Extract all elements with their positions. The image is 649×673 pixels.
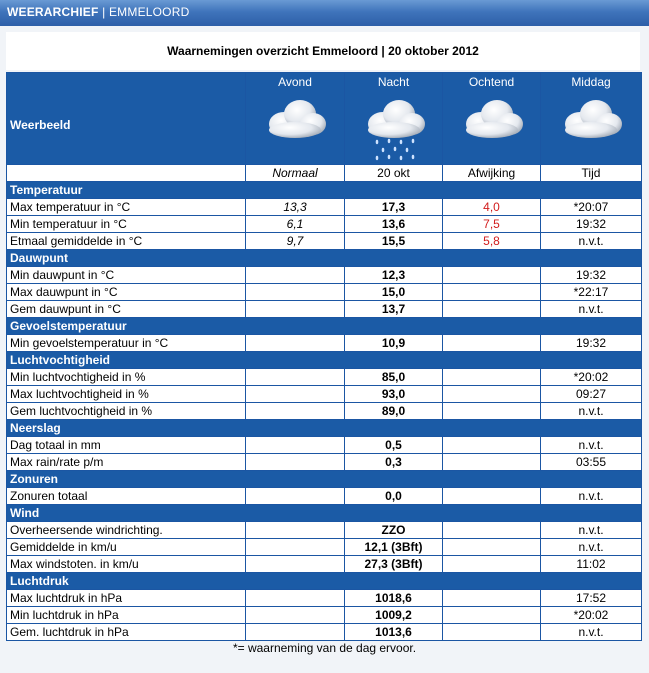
table-row [7, 216, 642, 233]
normal-value [246, 403, 345, 420]
row-label: Max luchtdruk in hPa [7, 590, 246, 607]
site-name: WEERARCHIEF [7, 5, 99, 19]
weather-label-cell [7, 73, 246, 165]
table-row [7, 335, 642, 352]
section-header-row [7, 352, 642, 369]
day-value: 13,7 [345, 301, 443, 318]
column-header-normal: Normaal [246, 165, 345, 182]
cloudy-icon [556, 94, 626, 154]
weather-row [7, 73, 642, 165]
table-row [7, 199, 642, 216]
report-title: Waarnemingen overzicht Emmeloord | 20 oktober 2012 [6, 32, 640, 70]
time-value: n.v.t. [541, 233, 642, 250]
table-row [7, 301, 642, 318]
table-row [7, 624, 642, 641]
deviation-value [443, 522, 541, 539]
time-value: n.v.t. [541, 437, 642, 454]
normal-value [246, 607, 345, 624]
row-label: Min temperatuur in °C [7, 216, 246, 233]
section-header-row [7, 505, 642, 522]
column-header-empty [7, 165, 246, 182]
column-header-deviation: Afwijking [443, 165, 541, 182]
weather-period-nacht [345, 73, 443, 165]
time-value: 09:27 [541, 386, 642, 403]
time-value: n.v.t. [541, 539, 642, 556]
row-label: Min luchtvochtigheid in % [7, 369, 246, 386]
day-value: 15,0 [345, 284, 443, 301]
period-label: Nacht [377, 75, 410, 89]
footnote: *= waarneming van de dag ervoor. [232, 641, 417, 655]
section-title: Luchtdruk [7, 573, 642, 590]
deviation-value [443, 539, 541, 556]
location-name: EMMELOORD [108, 5, 190, 19]
section-title: Wind [7, 505, 642, 522]
table-row [7, 488, 642, 505]
normal-value [246, 284, 345, 301]
period-label: Avond [278, 75, 312, 89]
time-value: n.v.t. [541, 488, 642, 505]
row-label: Zonuren totaal [7, 488, 246, 505]
period-label: Middag [571, 75, 611, 89]
cloud-rain-icon [359, 94, 429, 164]
section-header-row [7, 182, 642, 199]
period-label: Ochtend [468, 75, 515, 89]
deviation-value [443, 369, 541, 386]
deviation-value [443, 556, 541, 573]
row-label: Etmaal gemiddelde in °C [7, 233, 246, 250]
top-bar [0, 0, 649, 26]
normal-value [246, 335, 345, 352]
section-title: Gevoelstemperatuur [7, 318, 642, 335]
section-header-row [7, 420, 642, 437]
day-value: 1009,2 [345, 607, 443, 624]
table-row [7, 590, 642, 607]
weather-period-ochtend [443, 73, 541, 165]
normal-value [246, 369, 345, 386]
time-value: 17:52 [541, 590, 642, 607]
time-value: n.v.t. [541, 624, 642, 641]
time-value: n.v.t. [541, 403, 642, 420]
weather-label: Weerbeeld [10, 118, 71, 132]
table-row [7, 386, 642, 403]
normal-value [246, 624, 345, 641]
deviation-value [443, 624, 541, 641]
deviation-value: 7,5 [443, 216, 541, 233]
table-row [7, 454, 642, 471]
deviation-value [443, 301, 541, 318]
deviation-value [443, 386, 541, 403]
time-value: 19:32 [541, 267, 642, 284]
normal-value: 13,3 [246, 199, 345, 216]
row-label: Gem dauwpunt in °C [7, 301, 246, 318]
table-row [7, 556, 642, 573]
row-label: Gem luchtvochtigheid in % [7, 403, 246, 420]
row-label: Min luchtdruk in hPa [7, 607, 246, 624]
day-value: 15,5 [345, 233, 443, 250]
deviation-value: 5,8 [443, 233, 541, 250]
time-value: *22:17 [541, 284, 642, 301]
row-label: Overheersende windrichting. [7, 522, 246, 539]
row-label: Min gevoelstemperatuur in °C [7, 335, 246, 352]
deviation-value [443, 454, 541, 471]
deviation-value [443, 335, 541, 352]
time-value: *20:02 [541, 607, 642, 624]
section-header-row [7, 318, 642, 335]
table-row [7, 437, 642, 454]
section-title: Luchtvochtigheid [7, 352, 642, 369]
section-header-row [7, 471, 642, 488]
site-title [7, 5, 189, 19]
day-value: 0,5 [345, 437, 443, 454]
row-label: Max luchtvochtigheid in % [7, 386, 246, 403]
table-row [7, 522, 642, 539]
normal-value [246, 488, 345, 505]
table-row [7, 284, 642, 301]
day-value: 85,0 [345, 369, 443, 386]
title-separator: | [102, 5, 106, 19]
row-label: Max rain/rate p/m [7, 454, 246, 471]
row-label: Max windstoten. in km/u [7, 556, 246, 573]
table-row [7, 539, 642, 556]
time-value: n.v.t. [541, 301, 642, 318]
cloudy-icon [260, 94, 330, 154]
day-value: ZZO [345, 522, 443, 539]
section-title: Temperatuur [7, 182, 642, 199]
time-value: n.v.t. [541, 522, 642, 539]
column-header-time: Tijd [541, 165, 642, 182]
weather-period-middag [541, 73, 642, 165]
row-label: Gemiddelde in km/u [7, 539, 246, 556]
normal-value: 9,7 [246, 233, 345, 250]
normal-value [246, 386, 345, 403]
day-value: 13,6 [345, 216, 443, 233]
normal-value [246, 590, 345, 607]
table-row [7, 267, 642, 284]
day-value: 12,3 [345, 267, 443, 284]
normal-value [246, 522, 345, 539]
normal-value [246, 454, 345, 471]
deviation-value [443, 590, 541, 607]
section-header-row [7, 250, 642, 267]
section-header-row [7, 573, 642, 590]
deviation-value: 4,0 [443, 199, 541, 216]
normal-value [246, 556, 345, 573]
day-value: 1018,6 [345, 590, 443, 607]
table-row [7, 369, 642, 386]
normal-value [246, 539, 345, 556]
row-label: Gem. luchtdruk in hPa [7, 624, 246, 641]
day-value: 0,3 [345, 454, 443, 471]
day-value: 10,9 [345, 335, 443, 352]
time-value: 03:55 [541, 454, 642, 471]
normal-value [246, 301, 345, 318]
day-value: 1013,6 [345, 624, 443, 641]
cloudy-icon [457, 94, 527, 154]
deviation-value [443, 607, 541, 624]
table-row [7, 233, 642, 250]
deviation-value [443, 403, 541, 420]
weather-period-avond [246, 73, 345, 165]
section-title: Dauwpunt [7, 250, 642, 267]
deviation-value [443, 284, 541, 301]
section-title: Neerslag [7, 420, 642, 437]
column-header-row [7, 165, 642, 182]
column-header-date: 20 okt [345, 165, 443, 182]
row-label: Min dauwpunt in °C [7, 267, 246, 284]
normal-value [246, 437, 345, 454]
normal-value: 6,1 [246, 216, 345, 233]
day-value: 89,0 [345, 403, 443, 420]
time-value: 11:02 [541, 556, 642, 573]
row-label: Max dauwpunt in °C [7, 284, 246, 301]
day-value: 0,0 [345, 488, 443, 505]
normal-value [246, 267, 345, 284]
deviation-value [443, 267, 541, 284]
day-value: 93,0 [345, 386, 443, 403]
time-value: *20:02 [541, 369, 642, 386]
section-title: Zonuren [7, 471, 642, 488]
table-row [7, 607, 642, 624]
row-label: Max temperatuur in °C [7, 199, 246, 216]
deviation-value [443, 488, 541, 505]
time-value: *20:07 [541, 199, 642, 216]
time-value: 19:32 [541, 335, 642, 352]
day-value: 27,3 (3Bft) [345, 556, 443, 573]
observations-table [6, 72, 642, 641]
deviation-value [443, 437, 541, 454]
table-row [7, 403, 642, 420]
time-value: 19:32 [541, 216, 642, 233]
day-value: 17,3 [345, 199, 443, 216]
report-panel [0, 26, 649, 673]
row-label: Dag totaal in mm [7, 437, 246, 454]
day-value: 12,1 (3Bft) [345, 539, 443, 556]
